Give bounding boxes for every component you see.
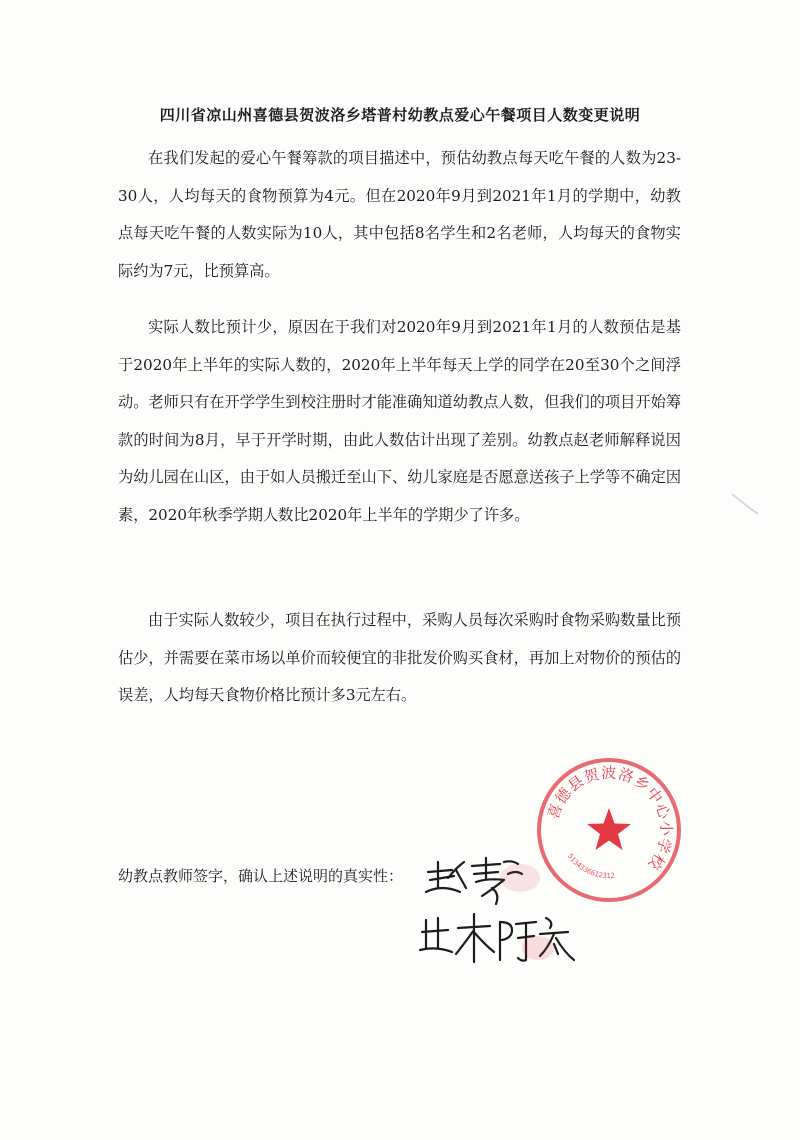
fingerprint-mark [500, 864, 540, 892]
seal-number-text: 5134336612312 [565, 852, 616, 881]
paragraph-1: 在我们发起的爱心午餐筹款的项目描述中，预估幼教点每天吃午餐的人数为23-30人，人均每天的食物预算为4元。但在2020年9月到2021年1月的学期中，幼教点每天吃午餐的人数实际为10人，其中包括8名学生和2名老师，人均每天的食物实际约为7元，比预算高。 [118, 149, 681, 280]
fingerprint-mark [522, 936, 554, 960]
paragraph-3: 由于实际人数较少，项目在执行过程中，采购人员每次采购时食物采购数量比预估少，并需要在菜市场以单价而较便宜的非批发价购买食材，再加上对物价的预估的误差，人均每天食物价格比预计多3元左右。 [118, 611, 681, 704]
seal-ring-text: 喜德县贺波洛乡中心小学校 [544, 763, 676, 874]
seal-star-icon [587, 808, 631, 850]
handwritten-signatures [408, 848, 588, 988]
paragraph-2: 实际人数比预计少，原因在于我们对2020年9月到2021年1月的人数预估是基于2020年上半年的实际人数的，2020年上半年每天上学的同学在20至30个之间浮动。老师只有在开学学生到校注册时才能准确知道幼教点人数，但我们的项目开始筹款的时间为8月，早于开学时期，由此人数估计出现了差别。幼教点赵老师解释说因为幼儿园在山区，由于如人员搬迁至山下、幼儿家庭是否愿意送孩子上学等不确定因素，2020年秋季学期人数比2020年上半年的学期少了许多。 [118, 318, 681, 524]
scan-mark [730, 488, 760, 518]
signature-label: 幼教点教师签字，确认上述说明的真实性： [118, 867, 404, 885]
document-title: 四川省凉山州喜德县贺波洛乡塔普村幼教点爱心午餐项目人数变更说明 [159, 106, 641, 124]
